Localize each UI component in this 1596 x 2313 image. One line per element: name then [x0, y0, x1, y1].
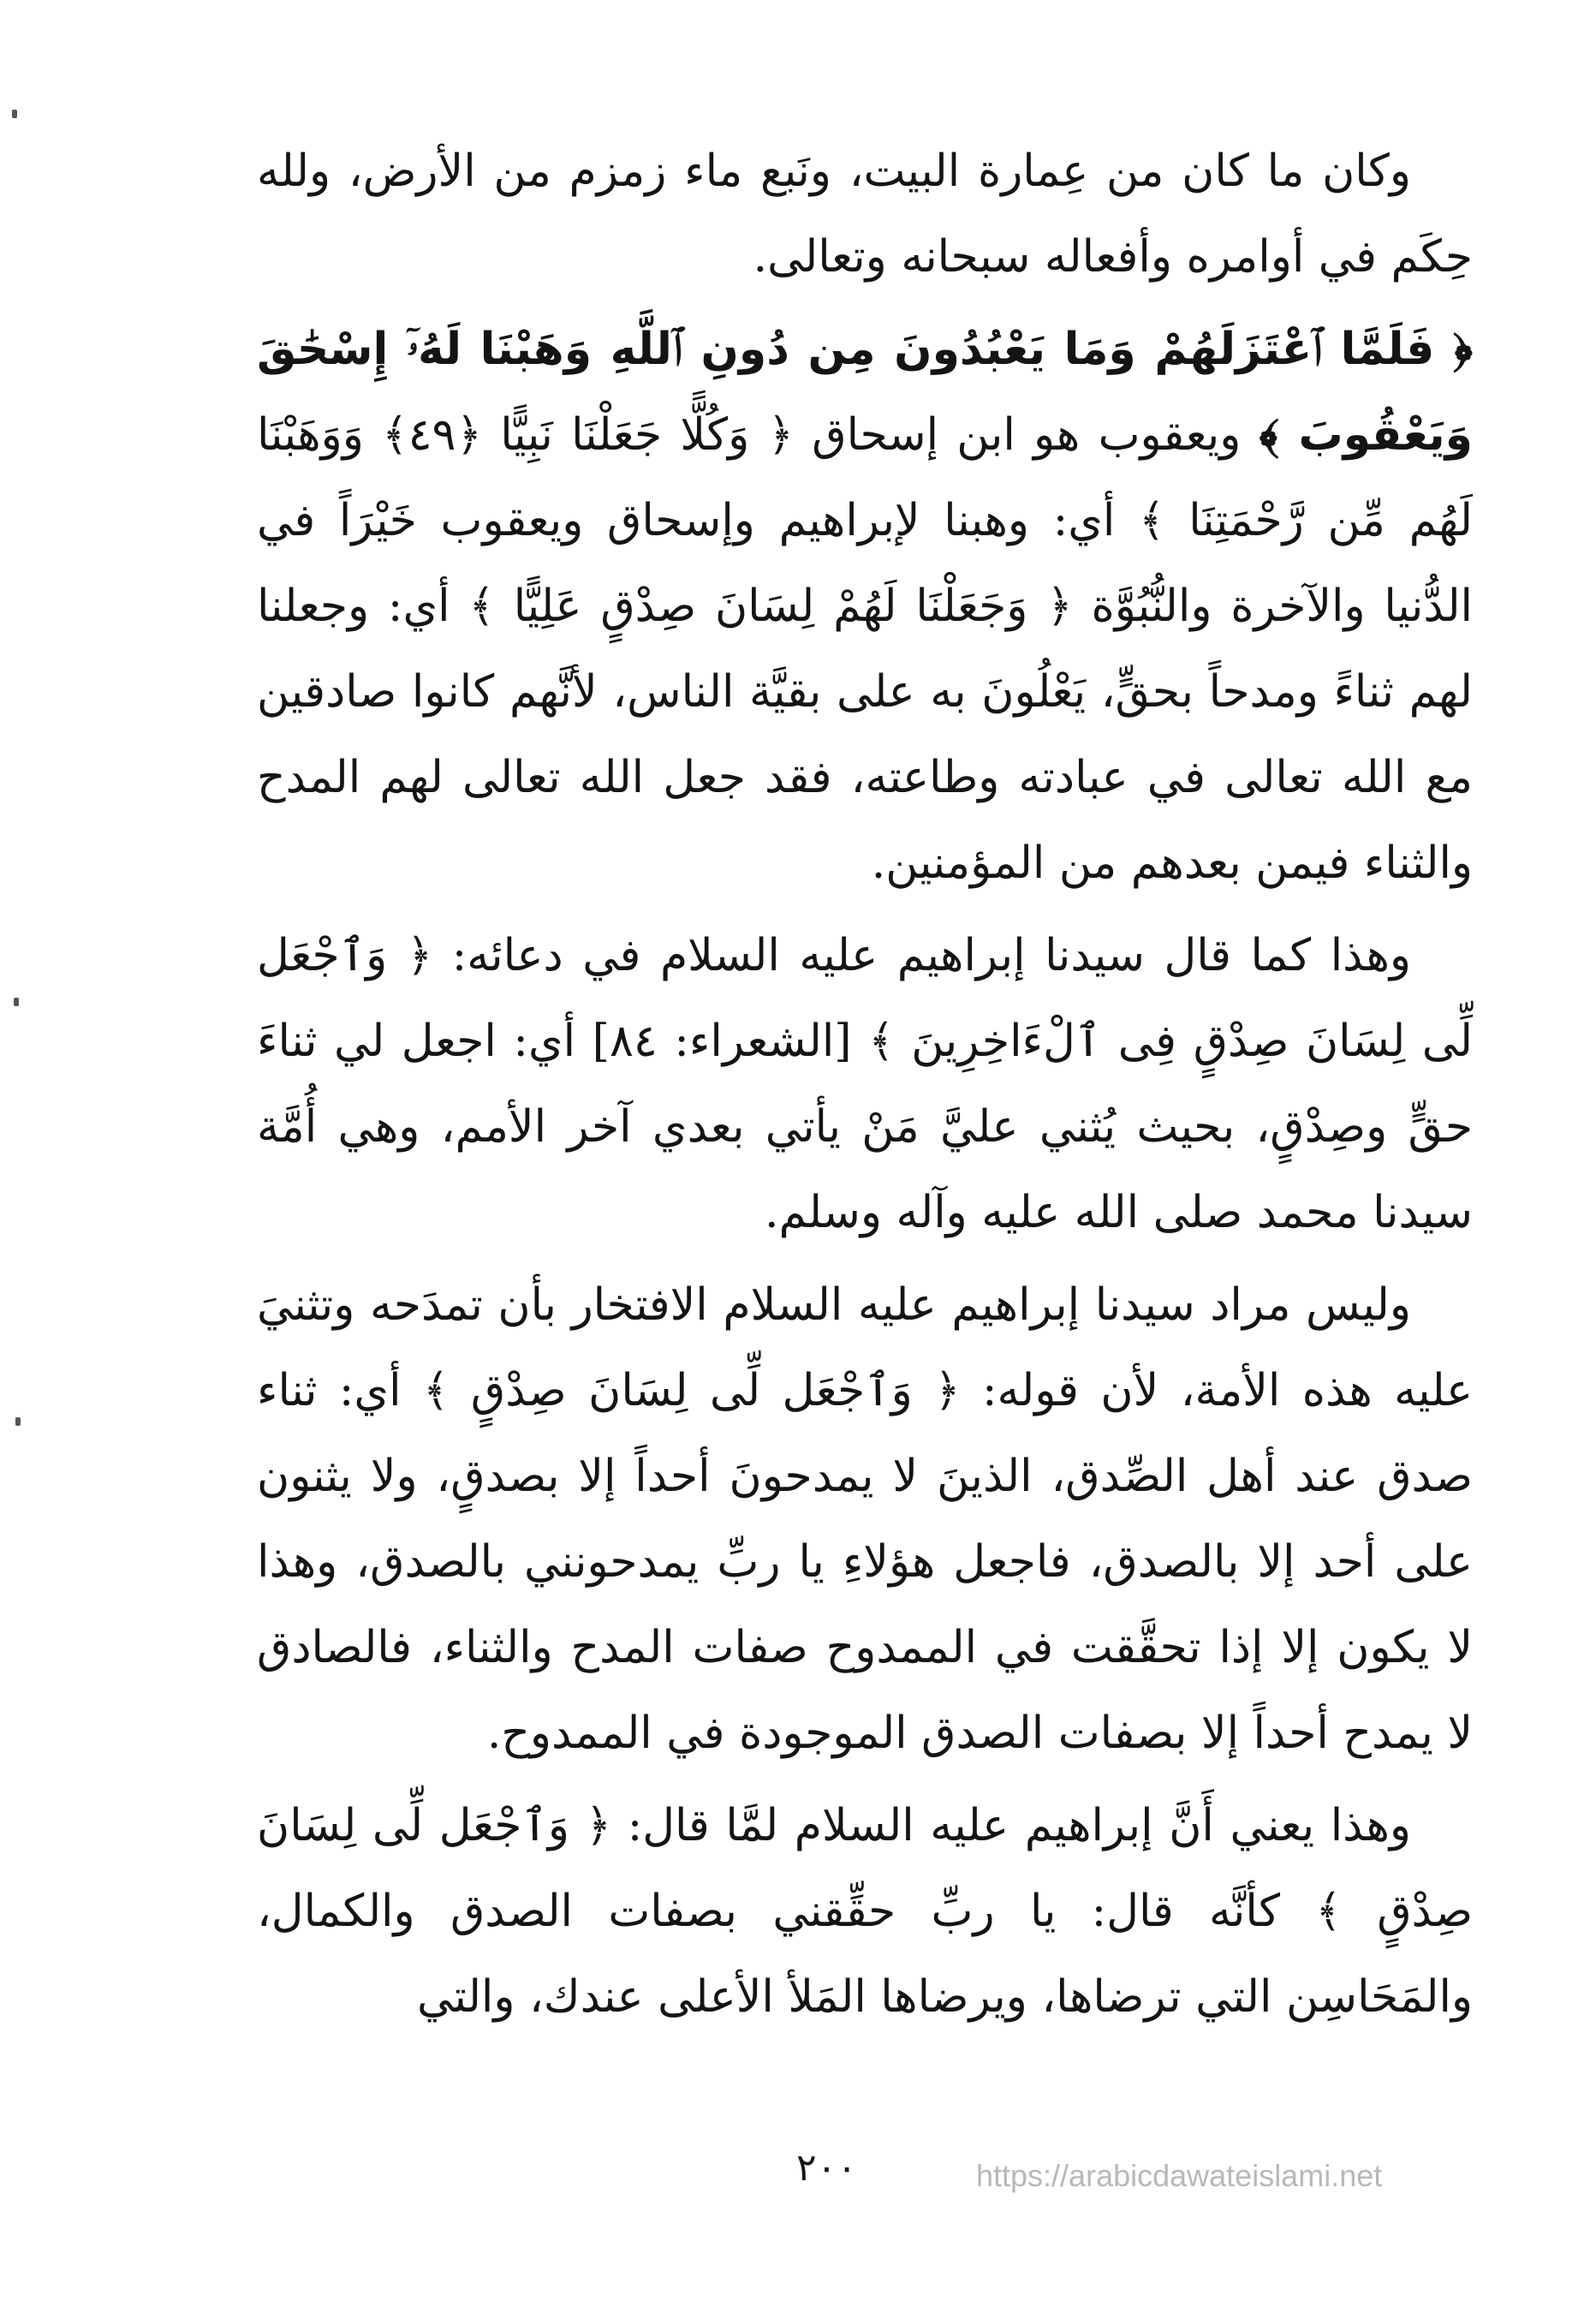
paragraph-4	[257, 1262, 1473, 1776]
paragraph-text: ويعقوب هو ابن إسحاق ﴿ وَكُلًّا جَعَلْنَا نَبِيًّا ﴿٤٩﴾ وَوَهَبْنَا لَهُم مِّن رَّحْمَتِنَا ﴾ أي: وهبنا لإبراهيم وإسحاق ويعقوب خَيْرَاً في الدُّنيا والآخرة والنُّبُوَّة ﴿ وَجَعَلْنَا لَهُمْ لِسَانَ صِدْقٍ عَلِيًّا ﴾ أي: وجعلنا لهم ثناءً ومدحاً بحقٍّ، يَعْلُونَ به على بقيَّة الناس، لأنَّهم كانوا صادقين مع الله تعالى في عبادته وطاعته، فقد جعل الله تعالى لهم المدح والثناء فيمن بعدهم من المؤمنين.	[257, 409, 1473, 889]
watermark-url: https://arabicdawateislami.net	[976, 2158, 1383, 2193]
paragraph-text: وهذا يعني أَنَّ إبراهيم عليه السلام لمَّا قال: ﴿ وَٱجْعَل لِّى لِسَانَ صِدْقٍ ﴾ كأنَّه قال: يا ربِّ حقِّقني بصفات الصدق والكمال، والمَحَاسِن التي ترضاها، ويرضاها المَلأ الأعلى عندك، والتي	[257, 1800, 1473, 2023]
paragraph-text: وليس مراد سيدنا إبراهيم عليه السلام الافتخار بأن تمدَحه وتثنيَ عليه هذه الأمة، لأن قوله: ﴿ وَٱجْعَل لِّى لِسَانَ صِدْقٍ ﴾ أي: ثناء صدق عند أهل الصِّدق، الذينَ لا يمدحونَ أحداً إلا بصدقٍ، ولا يثنون على أحد إلا بالصدق، فاجعل هؤلاءِ يا ربِّ يمدحونني بالصدق، وهذا لا يكون إلا إذا تحقَّقت في الممدوح صفات المدح والثناء، فالصادق لا يمدح أحداً إلا بصفات الصدق الموجودة في الممدوح.	[257, 1279, 1473, 1759]
page-number: ٢٠٠	[796, 2146, 857, 2190]
body-text	[257, 128, 1473, 2047]
paragraph-3	[257, 913, 1473, 1255]
scan-speck	[15, 1417, 21, 1426]
paragraph-text: وكان ما كان من عِمارة البيت، ونَبع ماء زمزم من الأرض، ولله حِكَم في أوامره وأفعاله سبحانه وتعالى.	[257, 146, 1473, 283]
paragraph-1	[257, 128, 1473, 300]
paragraph-5	[257, 1783, 1473, 2040]
quran-verse: ﴿ فَلَمَّا ٱعْتَزَلَهُمْ وَمَا يَعْبُدُونَ مِن دُونِ ٱللَّهِ وَهَبْنَا لَهُۥٓ إِسْحَٰقَ وَيَعْقُوبَ ﴾	[257, 324, 1474, 461]
paragraph-2	[257, 307, 1473, 906]
scan-speck	[14, 998, 19, 1006]
scan-speck	[12, 110, 17, 118]
paragraph-text: وهذا كما قال سيدنا إبراهيم عليه السلام في دعائه: ﴿ وَٱجْعَل لِّى لِسَانَ صِدْقٍ فِى ٱلْءَاخِرِينَ ﴾ [الشعراء: ٨٤] أي: اجعل لي ثناءَ حقٍّ وصِدْقٍ، بحيث يُثني عليَّ مَنْ يأتي بعدي آخر الأمم، وهي أُمَّة سيدنا محمد صلى الله عليه وآله وسلم.	[257, 930, 1473, 1238]
